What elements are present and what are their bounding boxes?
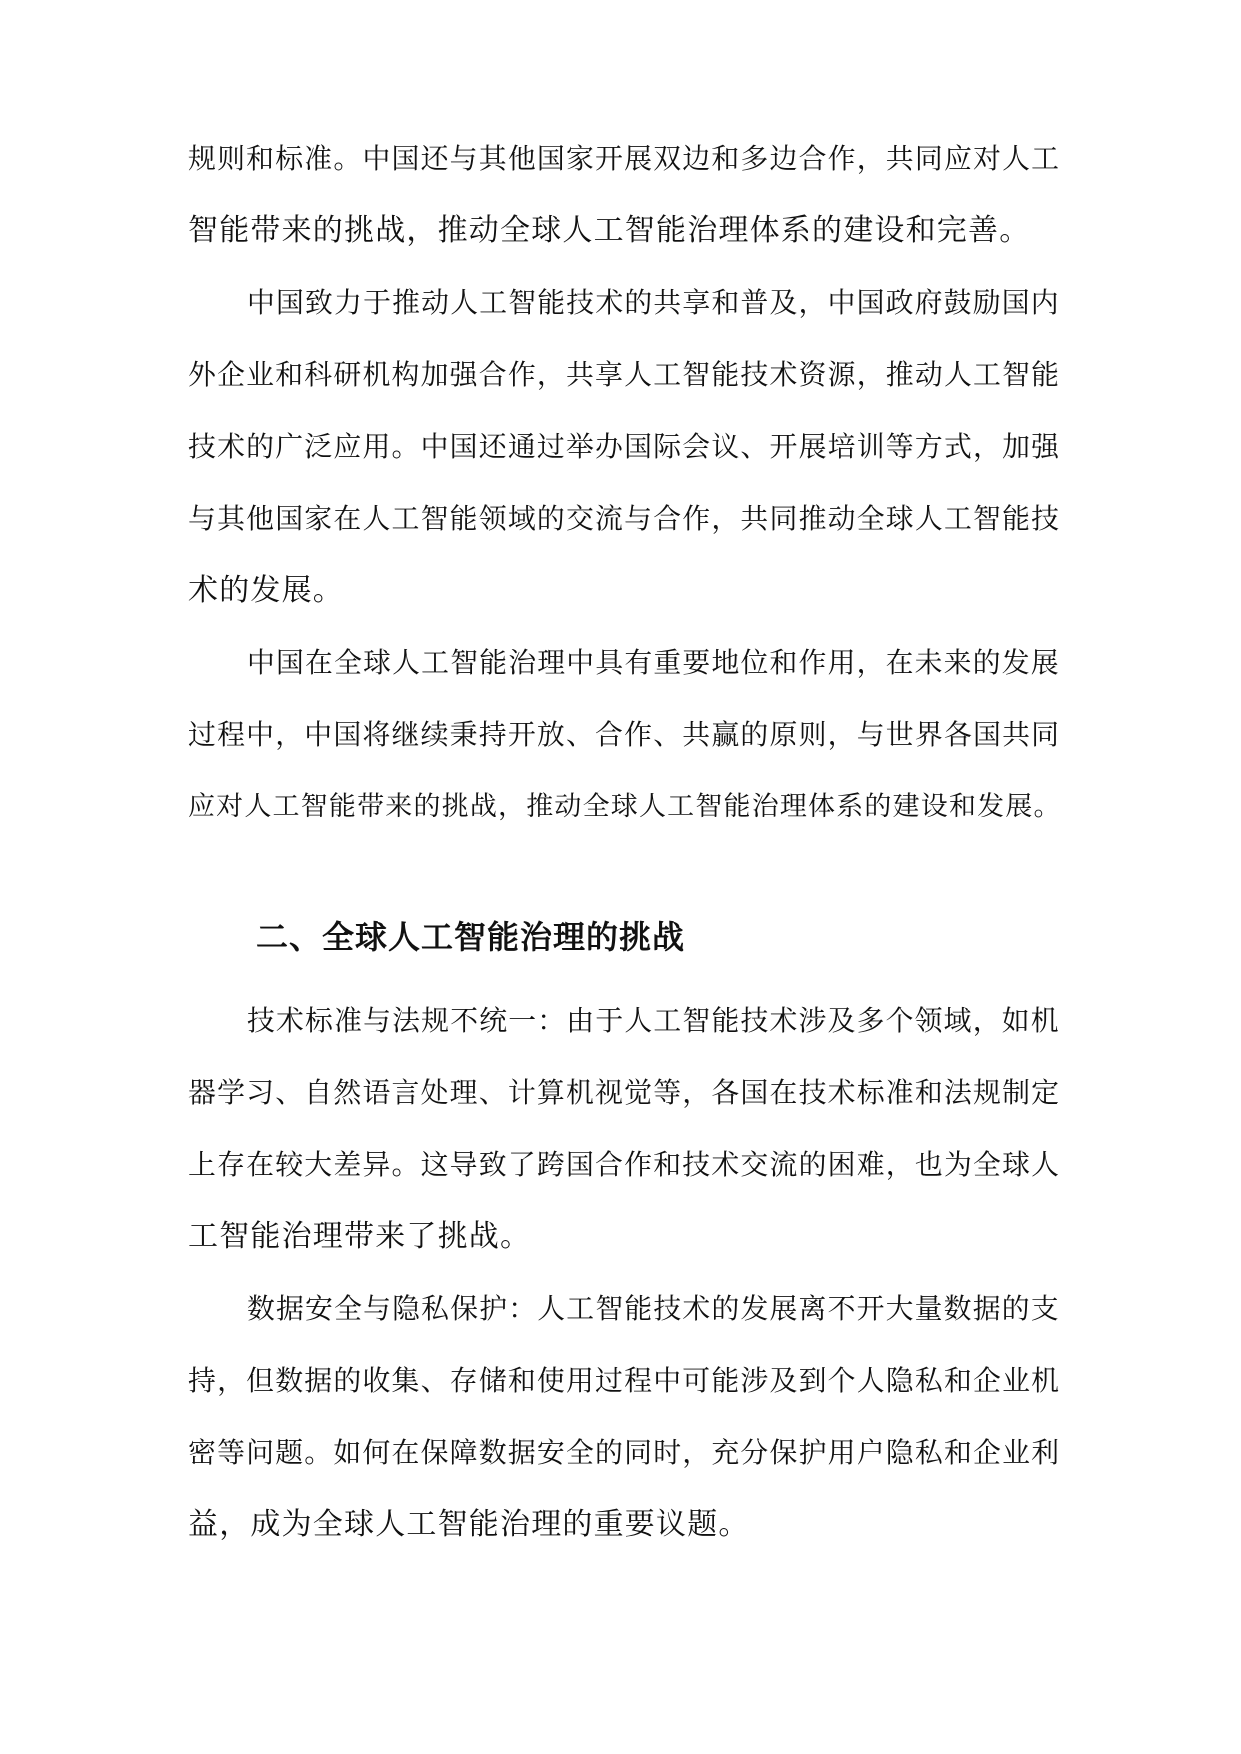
text-line: 智能带来的挑战，推动全球人工智能治理体系的建设和完善。 [188, 213, 1031, 248]
text-line: 技术标准与法规不统一：由于人工智能技术涉及多个领域，如机 [247, 1004, 1060, 1037]
text-line: 工智能治理带来了挑战。 [188, 1219, 532, 1254]
text-line: 外企业和科研机构加强合作，共享人工智能技术资源，推动人工智能 [188, 358, 1061, 391]
text-line: 技术的广泛应用。中国还通过举办国际会议、开展培训等方式，加强 [188, 430, 1061, 463]
text-line: 中国致力于推动人工智能技术的共享和普及，中国政府鼓励国内 [247, 286, 1060, 319]
text-line: 益，成为全球人工智能治理的重要议题。 [188, 1507, 750, 1542]
text-line: 数据安全与隐私保护：人工智能技术的发展离不开大量数据的支 [247, 1292, 1060, 1325]
text-line: 持，但数据的收集、存储和使用过程中可能涉及到个人隐私和企业机 [188, 1364, 1061, 1397]
text-line: 过程中，中国将继续秉持开放、合作、共赢的原则，与世界各国共同 [188, 718, 1061, 751]
section-heading: 二、全球人工智能治理的挑战 [256, 918, 686, 956]
text-line: 中国在全球人工智能治理中具有重要地位和作用，在未来的发展 [247, 646, 1060, 679]
text-line: 器学习、自然语言处理、计算机视觉等，各国在技术标准和法规制定 [188, 1076, 1061, 1109]
text-line: 密等问题。如何在保障数据安全的同时，充分保护用户隐私和企业利 [188, 1436, 1061, 1469]
text-line: 规则和标准。中国还与其他国家开展双边和多边合作，共同应对人工 [188, 142, 1061, 175]
text-line: 上存在较大差异。这导致了跨国合作和技术交流的困难，也为全球人 [188, 1148, 1061, 1181]
text-line: 应对人工智能带来的挑战，推动全球人工智能治理体系的建设和发展。 [188, 791, 1062, 822]
text-line: 与其他国家在人工智能领域的交流与合作，共同推动全球人工智能技 [188, 502, 1061, 535]
text-line: 术的发展。 [188, 573, 344, 608]
